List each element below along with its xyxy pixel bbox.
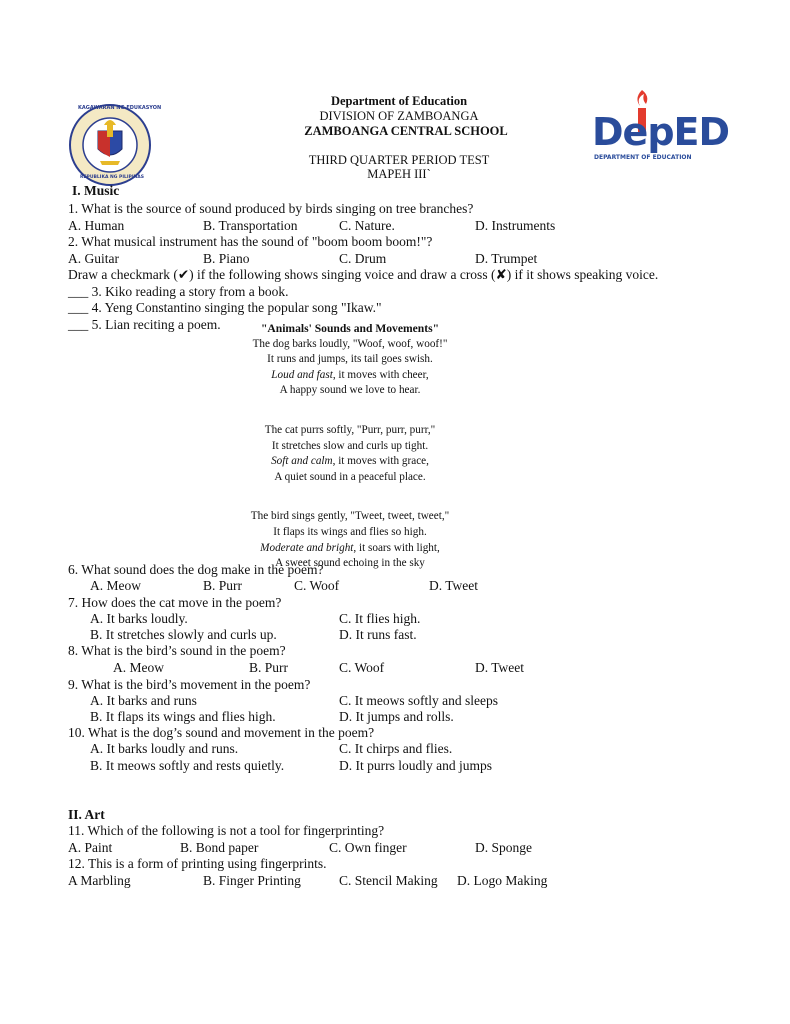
header-test-title: THIRD QUARTER PERIOD TEST: [308, 153, 490, 167]
option: B. Bond paper: [180, 840, 259, 855]
poem-line: A quiet sound in a peaceful place.: [274, 470, 426, 483]
poem-line: It stretches slow and curls up tight.: [271, 439, 429, 452]
question-8-options: [0, 660, 768, 676]
option: D. Logo Making: [457, 873, 548, 888]
option: A. Human: [68, 218, 125, 233]
option: C. It meows softly and sleeps: [339, 693, 498, 708]
option: C. Drum: [339, 251, 387, 266]
option: B. Finger Printing: [203, 873, 301, 888]
question-9: 9. What is the bird’s movement in the poem?: [68, 677, 311, 692]
option: A. Meow: [90, 578, 141, 593]
option: B. Purr: [249, 660, 289, 675]
option: B. It meows softly and rests quietly.: [90, 758, 285, 773]
option: A. Paint: [68, 840, 113, 855]
question-11: 11. Which of the following is not a tool for fingerprinting?: [68, 823, 385, 838]
question-4: ___ 4. Yeng Constantino singing the popular song "Ikaw.": [68, 300, 382, 315]
option: A. It barks loudly and runs.: [90, 741, 239, 756]
option: D. It jumps and rolls.: [339, 709, 454, 724]
section-music-heading: I. Music: [72, 183, 120, 198]
option: C. Woof: [294, 578, 340, 593]
poem-line: It flaps its wings and flies so high.: [273, 525, 427, 538]
option: A. Meow: [113, 660, 164, 675]
option: D. Instruments: [475, 218, 556, 233]
question-10: 10. What is the dog’s sound and movement in the poem?: [68, 725, 375, 740]
question-1-options: [0, 218, 768, 234]
option: B. It stretches slowly and curls up.: [90, 627, 277, 642]
option: C. It chirps and flies.: [339, 741, 453, 756]
question-2: 2. What musical instrument has the sound of "boom boom boom!"?: [68, 234, 433, 249]
option: C. It flies high.: [339, 611, 421, 626]
option: D. It runs fast.: [339, 627, 417, 642]
option: D. Trumpet: [475, 251, 538, 266]
question-1: 1. What is the source of sound produced by birds singing on tree branches?: [68, 201, 474, 216]
header-division: DIVISION OF ZAMBOANGA: [319, 109, 479, 123]
question-8: 8. What is the bird’s sound in the poem?: [68, 643, 286, 658]
poem-line: The dog barks loudly, "Woof, woof, woof!": [252, 337, 448, 350]
question-3: ___ 3. Kiko reading a story from a book.: [68, 284, 289, 299]
option: D. It purrs loudly and jumps: [339, 758, 492, 773]
option: B. Piano: [203, 251, 250, 266]
poem-line: A happy sound we love to hear.: [279, 384, 421, 397]
option: A. It barks loudly.: [90, 611, 188, 626]
option: A. It barks and runs: [90, 693, 197, 708]
question-7-options-row2: [0, 627, 768, 643]
question-12: 12. This is a form of printing using fingerprints.: [68, 856, 327, 871]
question-10-options-row1: [0, 741, 768, 757]
poem-block: [200, 321, 500, 572]
option: A Marbling: [68, 873, 131, 888]
poem-title: "Animals' Sounds and Movements": [260, 322, 440, 335]
question-11-options: [0, 840, 768, 856]
header-department: Department of Education: [330, 94, 468, 108]
poem-line: It runs and jumps, its tail goes swish.: [267, 353, 433, 366]
option: A. Guitar: [68, 251, 119, 266]
option: C. Stencil Making: [339, 873, 438, 888]
poem-line: A sweet sound echoing in the sky: [275, 557, 425, 570]
question-9-options-row2: [0, 709, 768, 725]
option: D. Tweet: [429, 578, 479, 593]
seal-top-text: KAGAWARAN NG EDUKASYON: [78, 105, 162, 111]
question-12-options: [0, 873, 768, 889]
option: D. Tweet: [475, 660, 525, 675]
question-2-options: [0, 251, 768, 267]
question-6-options: [0, 578, 768, 594]
question-7: 7. How does the cat move in the poem?: [68, 595, 282, 610]
seal-bottom-text: REPUBLIKA NG PILIPINAS: [80, 175, 145, 180]
option: C. Own finger: [329, 840, 407, 855]
poem-line: The cat purrs softly, "Purr, purr, purr,": [264, 423, 436, 436]
option: B. Purr: [203, 578, 243, 593]
option: C. Nature.: [339, 218, 395, 233]
section-art-heading: II. Art: [68, 807, 105, 822]
poem-line: Loud and fast, it moves with cheer,: [271, 368, 429, 381]
poem-line: Soft and calm, it moves with grace,: [271, 455, 429, 468]
question-5: ___ 5. Lian reciting a poem.: [68, 317, 221, 332]
poem-line: The bird sings gently, "Tweet, tweet, tweet,": [250, 510, 450, 523]
question-7-options-row1: [0, 611, 768, 627]
header-school: ZAMBOANGA CENTRAL SCHOOL: [304, 124, 508, 138]
option: C. Woof: [339, 660, 385, 675]
option: D. Sponge: [475, 840, 532, 855]
question-6: 6. What sound does the dog make in the poem?: [68, 562, 324, 577]
question-9-options-row1: [0, 693, 768, 709]
deped-wordmark: DepED: [592, 110, 730, 154]
option: B. Transportation: [203, 218, 298, 233]
deped-subtitle: DEPARTMENT OF EDUCATION: [594, 154, 692, 161]
question-10-options-row2: [0, 758, 768, 774]
instruction-check-cross: Draw a checkmark (✔) if the following shows singing voice and draw a cross (✘) if it shows speaking voice.: [68, 267, 659, 282]
option: B. It flaps its wings and flies high.: [90, 709, 276, 724]
header-subject: MAPEH III`: [367, 167, 431, 181]
poem-line: Moderate and bright, it soars with light,: [260, 541, 440, 554]
